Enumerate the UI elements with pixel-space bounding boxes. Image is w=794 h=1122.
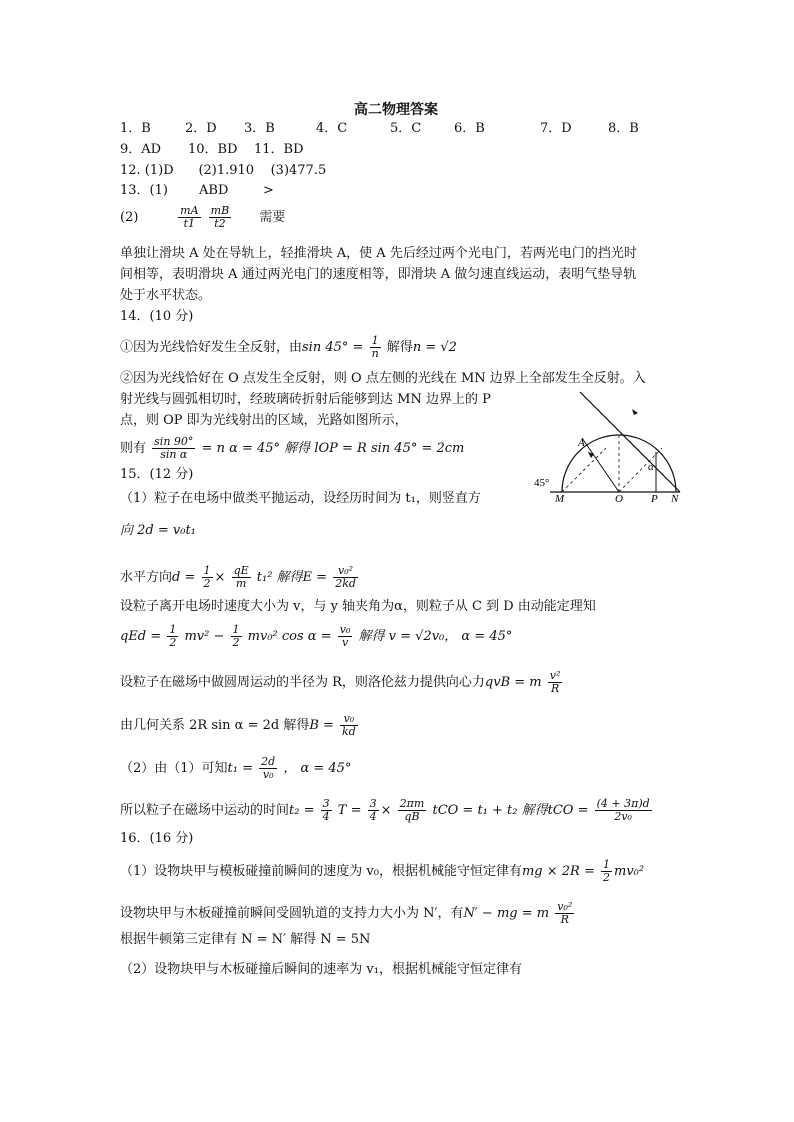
fraction: $\frac{\text{v₀²}}{R}$ bbox=[557, 900, 573, 926]
fraction: $\frac{1}{n}$ bbox=[371, 334, 379, 360]
answer-item: 11．BD bbox=[254, 142, 304, 157]
answer-item: 9．AD bbox=[120, 142, 162, 157]
q14-line-1 bbox=[120, 335, 457, 360]
equation: qvB = m bbox=[484, 675, 542, 690]
q15-text-2: 向 2d = v₀t₁ bbox=[120, 523, 196, 538]
answer-item: 7．D bbox=[540, 121, 572, 136]
q13-2-line bbox=[120, 205, 285, 230]
optics-figure bbox=[520, 380, 700, 508]
q13-text-2: 间相等，表明滑块 A 通过两光电门的速度相等，即滑块 A 做匀速直线运动，表明气垫导轨 bbox=[120, 267, 637, 282]
equation: tCO = bbox=[547, 803, 589, 818]
fraction: $\frac{2d}{\text{v₀}}$ bbox=[261, 755, 276, 781]
answer-item: 5．C bbox=[390, 121, 422, 136]
fraction: $\frac{2\pi m}{qB}$ bbox=[399, 797, 425, 823]
q16-line-2 bbox=[120, 901, 576, 926]
answer-item: 2．D bbox=[185, 121, 217, 136]
q14-text: 解得 bbox=[386, 340, 413, 355]
q13-2-num: (2) bbox=[120, 210, 139, 225]
q14-heading: 14．(10 分) bbox=[120, 309, 194, 324]
q15-heading: 15．(12 分) bbox=[120, 467, 194, 482]
fraction: $\frac{1}{2}$ bbox=[603, 858, 610, 884]
equation: = n α = 45° 解得 bbox=[201, 441, 311, 456]
equation: N′ − mg = m bbox=[463, 906, 550, 921]
fraction: $\frac{3}{4}$ bbox=[322, 797, 330, 823]
q15-line-5 bbox=[120, 624, 512, 649]
equation: tCO = t₁ + t₂ 解得 bbox=[432, 803, 548, 818]
fig-label-alpha: α bbox=[648, 461, 654, 473]
q15-text: 设粒子在磁场中做圆周运动的半径为 R，则洛伦兹力提供向心力 bbox=[120, 675, 485, 690]
fig-label-O: O bbox=[615, 493, 623, 505]
equation: mg × 2R = bbox=[521, 864, 595, 879]
equation: × bbox=[380, 803, 392, 818]
fig-label-N: N bbox=[671, 493, 679, 505]
fig-label-M: M bbox=[555, 493, 565, 505]
fraction: $\frac{\sin 90^\circ}{\text{sin α}}$ bbox=[154, 435, 194, 461]
q16-text: （1）设物块甲与模板碰撞前瞬间的速度为 v₀，根据机械能守恒定律有 bbox=[120, 864, 522, 879]
q14-text-3: 点，则 OP 即为光线射出的区域，光路如图所示， bbox=[120, 413, 408, 428]
fraction: $\frac{1}{2}$ bbox=[169, 623, 177, 649]
fraction: $\frac{(4 + 3\pi)d}{\text{2v₀}}$ bbox=[596, 797, 650, 823]
equation: lOP = R sin 45° = 2cm bbox=[314, 441, 465, 456]
equation: T = bbox=[337, 803, 362, 818]
q13-ans: ABD bbox=[199, 183, 229, 198]
answer-item: 6．B bbox=[454, 121, 485, 136]
answer-item: 3．B bbox=[244, 121, 275, 136]
q14-text-1: ②因为光线恰好在 O 点发生全反射，则 O 点左侧的光线在 MN 边界上全部发生全反射。入 bbox=[120, 371, 646, 386]
q12-line: 12. (1)D (2)1.910 (3)477.5 bbox=[120, 163, 327, 178]
equation: B = bbox=[309, 718, 334, 733]
equation: 解得 v = √2v₀， α = 45° bbox=[358, 629, 513, 644]
q16-text-4: （2）设物块甲与木板碰撞后瞬间的速率为 v₁，根据机械能守恒定律有 bbox=[120, 962, 522, 977]
q13-2-word: 需要 bbox=[259, 210, 286, 225]
q14-text: ①因为光线恰好发生全反射，由 bbox=[120, 340, 303, 355]
fraction: $\frac{\text{v₀²}}{2kd}$ bbox=[335, 564, 356, 590]
fraction: $\frac{1}{2}$ bbox=[232, 623, 240, 649]
equation: mv² − bbox=[184, 629, 225, 644]
q14-text-2: 射光线与圆弧相切时，经玻璃砖折射后能够到达 MN 边界上的 P bbox=[120, 392, 491, 407]
q14-text: 则有 bbox=[120, 441, 147, 456]
equation: E = bbox=[302, 570, 328, 585]
fraction: $\frac{mA}{t1}$ bbox=[180, 204, 199, 230]
q15-text: 所以粒子在磁场中运动的时间 bbox=[120, 803, 290, 818]
equation: t₁² 解得 bbox=[256, 570, 303, 585]
q13-text-3: 处于水平状态。 bbox=[120, 288, 212, 303]
q15-line-6 bbox=[120, 670, 564, 695]
answer-item: 10．BD bbox=[188, 142, 238, 157]
q13-rel: > bbox=[263, 183, 274, 198]
fraction: $\frac{\text{v₀}}{kd}$ bbox=[342, 712, 356, 738]
q16-heading: 16．(16 分) bbox=[120, 831, 194, 846]
q16-text-3: 根据牛顿第三定律有 N = N′ 解得 N = 5N bbox=[120, 932, 371, 947]
fraction: $\frac{3}{4}$ bbox=[369, 797, 377, 823]
answer-item: 8．B bbox=[608, 121, 639, 136]
q15-text: （2）由（1）可知 bbox=[120, 761, 228, 776]
equation: qEd = bbox=[120, 629, 162, 644]
answer-item: 1．B bbox=[120, 121, 151, 136]
q16-text: 设物块甲与木板碰撞前瞬间受圆轨道的支持力大小为 N′，有 bbox=[120, 906, 464, 921]
q15-text-4: 设粒子离开电场时速度大小为 v，与 y 轴夹角为α，则粒子从 C 到 D 由动能定理知 bbox=[120, 599, 596, 614]
fraction: $\frac{mB}{t2}$ bbox=[210, 204, 230, 230]
equation: ， α = 45° bbox=[283, 761, 352, 776]
q15-line-3 bbox=[120, 565, 360, 590]
q16-line-1 bbox=[120, 859, 644, 884]
q15-line-8 bbox=[120, 756, 351, 781]
equation: mv₀² bbox=[614, 864, 645, 879]
answer-item: 4．C bbox=[316, 121, 348, 136]
fig-label-P: P bbox=[651, 493, 658, 505]
q13-num: 13．(1) bbox=[120, 183, 168, 198]
equation: t₁ = bbox=[227, 761, 254, 776]
page-title: 高二物理答案 bbox=[354, 102, 438, 118]
q15-line-7 bbox=[120, 713, 360, 738]
fraction: $\frac{1}{2}$ bbox=[203, 564, 211, 590]
q15-text: 水平方向 bbox=[120, 570, 173, 585]
equation: mv₀² cos α = bbox=[247, 629, 332, 644]
fraction: $\frac{qE}{m}$ bbox=[233, 564, 249, 590]
q15-text-1: （1）粒子在电场中做类平抛运动，设经历时间为 t₁，则竖直方 bbox=[120, 491, 481, 506]
q15-line-9 bbox=[120, 798, 654, 823]
q14-line-3 bbox=[120, 436, 464, 461]
q15-text: 由几何关系 2R sin α = 2d 解得 bbox=[120, 718, 310, 733]
equation: d = bbox=[172, 570, 196, 585]
fig-label-angle: 45° bbox=[534, 477, 550, 489]
equation: n = √2 bbox=[412, 340, 457, 355]
equation: t₂ = bbox=[289, 803, 315, 818]
fig-label-A: A bbox=[578, 437, 585, 449]
q13-text-1: 单独让滑块 A 处在导轨上，轻推滑块 A，使 A 先后经过两个光电门，若两光电门的挡光时 bbox=[120, 246, 637, 261]
equation: sin 45° = bbox=[302, 340, 364, 355]
fraction: $\frac{\text{v₀}}{v}$ bbox=[339, 623, 351, 649]
fraction: $\frac{\text{v²}}{R}$ bbox=[549, 669, 561, 695]
equation: × bbox=[214, 570, 226, 585]
